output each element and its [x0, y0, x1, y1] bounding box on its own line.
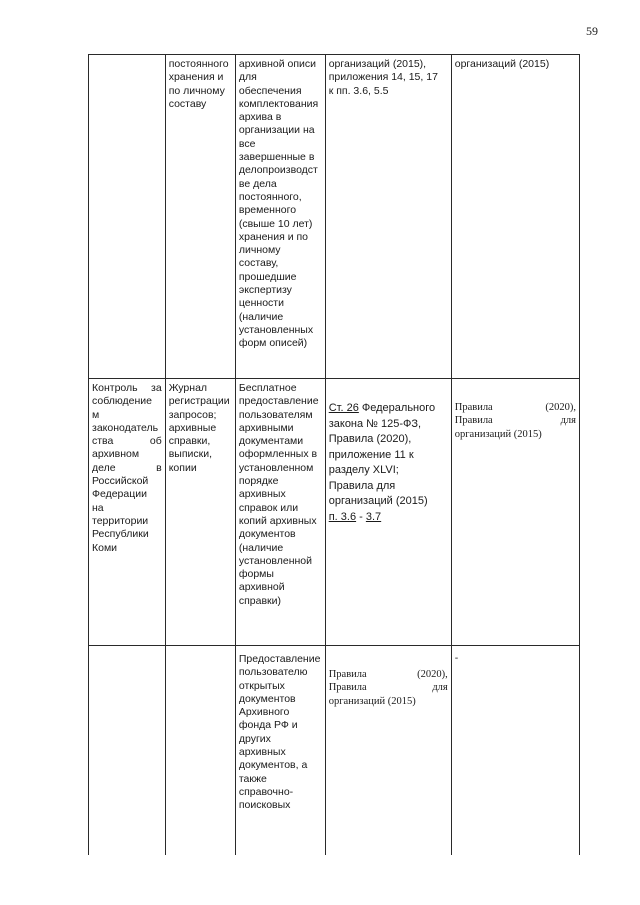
- text-line: справки,: [168, 435, 211, 448]
- text-line: разделу XLVI;: [328, 464, 399, 476]
- text-line: Правила для: [454, 415, 576, 427]
- text-line: установленном: [238, 461, 314, 474]
- text-line: деле в: [92, 461, 162, 474]
- text-line: архивной описи: [238, 58, 317, 70]
- text-line: постоянного: [168, 58, 229, 70]
- article-link[interactable]: Ст. 26: [328, 402, 359, 414]
- text-line: архивном: [92, 448, 140, 461]
- text-line: хранения и: [168, 71, 224, 84]
- text-line: Бесплатное: [238, 382, 297, 394]
- text-line: архивных: [238, 488, 286, 501]
- clause-link[interactable]: п. 3.6: [328, 510, 357, 523]
- text-line: документов, а: [238, 759, 308, 772]
- text-line: архивные: [168, 421, 217, 434]
- text-line: Российской: [92, 475, 149, 488]
- text-fragment: Федерального: [358, 402, 436, 414]
- cell-row1-col1: [89, 55, 166, 379]
- text-line: Федерации: [92, 488, 147, 501]
- text-line: пользователю: [238, 666, 308, 679]
- text-line: делопроизводст: [238, 164, 318, 177]
- text-line: постоянного,: [238, 190, 302, 203]
- text-line: регистрации: [168, 395, 230, 408]
- text-line: завершенные в: [238, 151, 315, 164]
- text-line: справки): [238, 594, 282, 607]
- text-line: временного: [238, 204, 297, 217]
- text-line: Контроль за: [92, 382, 162, 394]
- table-row: [89, 646, 580, 856]
- text-line: организаций (2015): [454, 428, 542, 440]
- text-line: все: [238, 137, 256, 150]
- text-line: Правила (2020),: [328, 669, 448, 680]
- text-line: архивными: [238, 421, 294, 434]
- text-line: архивной: [238, 581, 285, 594]
- text-line: справочно-: [238, 785, 294, 798]
- text-line: личному: [238, 244, 281, 257]
- table-row: [89, 55, 580, 379]
- cell-row1-col5: [451, 55, 579, 379]
- text-line: законодатель: [92, 421, 159, 434]
- clause-link[interactable]: 3.7: [365, 510, 382, 523]
- text-line: на: [92, 501, 104, 514]
- text-line: организаций (2015): [328, 695, 416, 707]
- cell-row3-col5: [451, 646, 579, 856]
- text-line: также: [238, 772, 267, 785]
- text-line: архива в: [238, 111, 282, 124]
- text-line: формы: [238, 568, 274, 581]
- text-line: прошедшие: [238, 270, 297, 283]
- text-line: копий архивных: [238, 514, 317, 527]
- text-line: Журнал: [168, 382, 208, 394]
- text-line: [329, 510, 448, 526]
- text-line: других: [238, 732, 271, 745]
- text-line: организаций (2015): [454, 58, 550, 70]
- text-line: документами: [238, 435, 304, 448]
- text-line: организаций (2015): [328, 495, 428, 507]
- cell-row2-col5: [451, 379, 579, 646]
- text-line: м: [92, 408, 100, 421]
- text-line: поисковых: [238, 799, 291, 812]
- text-line: экспертизу: [238, 284, 292, 297]
- text-line: (наличие: [238, 310, 284, 323]
- text-line: запросов;: [168, 408, 217, 421]
- text-line: выписки,: [168, 448, 213, 461]
- text-line: ства об: [92, 435, 162, 448]
- text-line: форм описей): [238, 337, 308, 350]
- text-line: приложения 14, 15, 17: [328, 71, 438, 84]
- text-line: установленных: [238, 323, 314, 336]
- text-line: [329, 401, 448, 417]
- page-number: 59: [586, 24, 598, 38]
- text-line: территории: [92, 514, 149, 527]
- cell-row2-col4: [325, 379, 451, 646]
- text-line: Архивного: [238, 706, 290, 719]
- document-table: [88, 54, 580, 855]
- text-line: соблюдение: [92, 395, 152, 408]
- cell-row1-col2: [165, 55, 235, 379]
- cell-row1-col4: [325, 55, 451, 379]
- text-line: закона № 125-ФЗ,: [328, 417, 422, 430]
- text-line: к пп. 3.6, 5.5: [328, 84, 389, 97]
- text-line: предоставление: [238, 395, 319, 408]
- text-line: документов: [238, 528, 296, 541]
- text-line: хранения и по: [238, 230, 309, 243]
- text-line: копии: [168, 461, 197, 474]
- text-line: фонда РФ и: [238, 719, 298, 732]
- text-line: установленной: [238, 554, 313, 567]
- text-fragment: -: [356, 510, 366, 523]
- text-line: порядке: [238, 475, 279, 488]
- cell-row3-col4: [325, 646, 451, 856]
- text-line: составу: [168, 97, 207, 110]
- cell-row3-col3: [235, 646, 325, 856]
- text-line: Правила для: [328, 479, 396, 492]
- cell-row1-col3: [235, 55, 325, 379]
- text-line: документов: [238, 692, 296, 705]
- text-line: ве дела: [238, 177, 277, 190]
- text-line: комплектования: [238, 97, 319, 110]
- text-line: обеспечения: [238, 84, 302, 97]
- text-line: организаций (2015),: [328, 58, 427, 70]
- text-line: ценности: [238, 297, 284, 310]
- cell-row3-col2: [165, 646, 235, 856]
- text-line: (наличие: [238, 541, 284, 554]
- text-line: по личному: [168, 84, 225, 97]
- text-line: открытых: [238, 679, 285, 692]
- cell-row2-col1: [89, 379, 166, 646]
- cell-row2-col3: [235, 379, 325, 646]
- text-line: приложение 11 к: [328, 448, 414, 461]
- empty-dash: -: [454, 652, 459, 664]
- text-line: Предоставление: [238, 653, 321, 665]
- text-line: организации на: [238, 124, 315, 137]
- text-line: составу,: [238, 257, 279, 270]
- text-line: пользователям: [238, 408, 313, 421]
- text-line: архивных: [238, 746, 286, 759]
- text-line: Правила для: [328, 682, 448, 694]
- text-line: оформленных в: [238, 448, 318, 461]
- text-line: справок или: [238, 501, 299, 514]
- cell-row2-col2: [165, 379, 235, 646]
- text-line: Коми: [92, 541, 118, 554]
- text-line: (свыше 10 лет): [238, 217, 313, 230]
- cell-row3-col1: [89, 646, 166, 856]
- text-line: для: [238, 71, 257, 84]
- table-row: [89, 379, 580, 646]
- text-line: Правила (2020),: [454, 402, 576, 413]
- text-line: Правила (2020),: [328, 433, 412, 445]
- text-line: Республики: [92, 528, 149, 541]
